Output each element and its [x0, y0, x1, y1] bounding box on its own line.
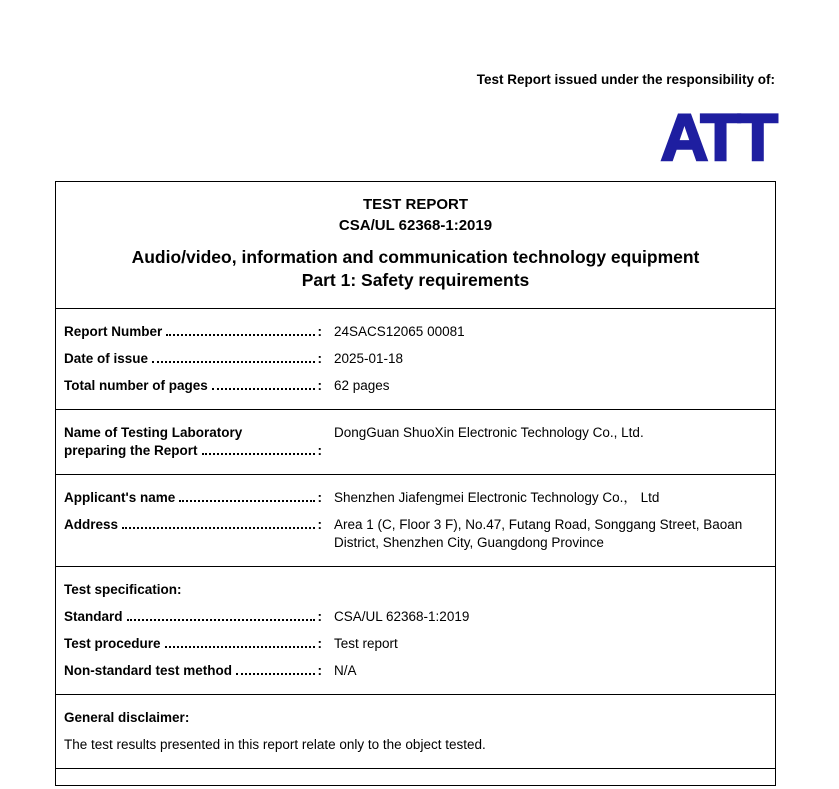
field-value: 24SACS12065 00081: [334, 323, 465, 339]
field-value: N/A: [334, 662, 357, 678]
test-specification-heading: Test specification:: [64, 581, 182, 597]
test-specification-section: [56, 566, 775, 694]
field-row-laboratory: [64, 424, 767, 460]
field-row-total-pages: [64, 377, 767, 395]
empty-bottom-row: [56, 768, 775, 785]
field-value: Shenzhen Jiafengmei Electronic Technology Co.， Ltd: [334, 489, 660, 505]
part-title: Part 1: Safety requirements: [301, 269, 530, 290]
field-value: Test report: [334, 635, 398, 651]
disclaimer-heading: General disclaimer:: [64, 709, 190, 725]
dot-leader: [166, 334, 314, 336]
disclaimer-text: The test results presented in this report relate only to the object tested.: [64, 736, 486, 752]
disclaimer-section: [56, 694, 775, 768]
dot-leader: [122, 527, 314, 529]
field-row-address: [64, 516, 767, 552]
field-value: Area 1 (C, Floor 3 F), No.47, Futang Road, Songgang Street, Baoan District, Shenzhen City, Guangdong Province: [334, 516, 743, 550]
laboratory-section: [56, 409, 775, 474]
field-label: Date of issue :: [64, 350, 322, 366]
field-label: Applicant's name :: [64, 489, 322, 505]
equipment-title: Audio/video, information and communication technology equipment: [131, 246, 700, 267]
report-info-section: [56, 308, 775, 409]
field-label: Report Number :: [64, 323, 322, 339]
att-logo: ATT: [660, 100, 775, 174]
dot-leader: [202, 453, 315, 455]
dot-leader: [236, 673, 314, 675]
field-row-applicant-name: [64, 489, 767, 507]
standard-code-title: CSA/UL 62368-1:2019: [338, 216, 493, 234]
field-value: DongGuan ShuoXin Electronic Technology Co., Ltd.: [334, 424, 644, 440]
field-row-report-number: [64, 323, 767, 341]
dot-leader: [179, 500, 314, 502]
document-header: [0, 0, 839, 174]
applicant-section: [56, 474, 775, 566]
field-value: CSA/UL 62368-1:2019: [334, 608, 470, 624]
report-table: [55, 181, 776, 786]
report-title: TEST REPORT: [362, 195, 468, 213]
responsibility-line: Test Report issued under the responsibility of:: [476, 72, 775, 87]
dot-leader: [212, 388, 315, 390]
field-value: 62 pages: [334, 377, 390, 393]
field-value: 2025-01-18: [334, 350, 404, 366]
field-label: Standard :: [64, 608, 322, 624]
field-label: Total number of pages :: [64, 377, 322, 393]
field-row-non-standard-method: [64, 662, 767, 680]
field-label: Address :: [64, 516, 322, 532]
field-row-standard: [64, 608, 767, 626]
field-label: Name of Testing Laboratory preparing the Report :: [64, 424, 322, 458]
field-label: Test procedure :: [64, 635, 322, 651]
field-row-test-procedure: [64, 635, 767, 653]
field-label: Non-standard test method :: [64, 662, 322, 678]
title-block: [56, 182, 775, 308]
dot-leader: [165, 646, 315, 648]
dot-leader: [127, 619, 315, 621]
dot-leader: [152, 361, 314, 363]
field-row-date-of-issue: [64, 350, 767, 368]
